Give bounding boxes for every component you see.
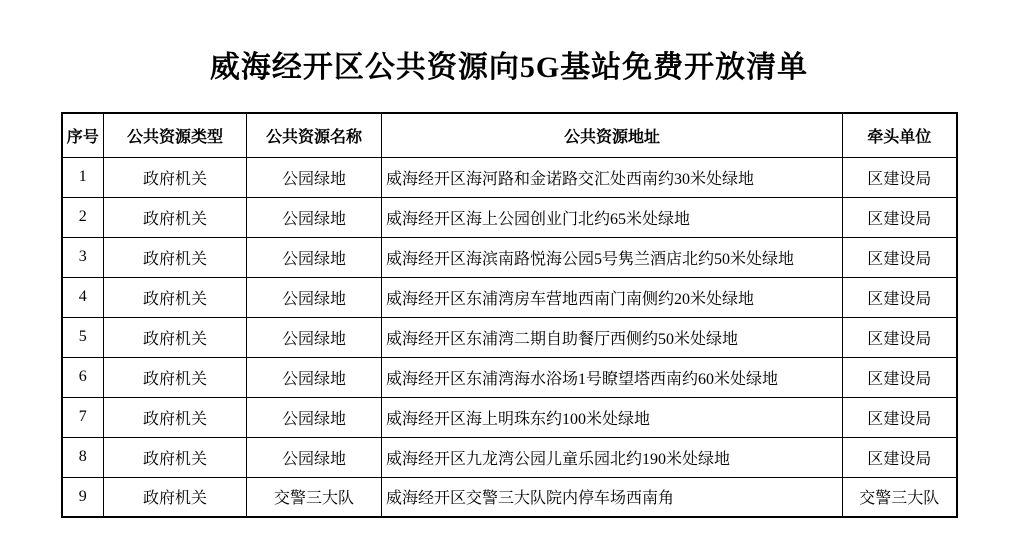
cell-address: 威海经开区东浦湾海水浴场1号瞭望塔西南约60米处绿地	[382, 357, 843, 397]
column-header-address: 公共资源地址	[382, 113, 843, 157]
cell-name: 交警三大队	[247, 477, 382, 517]
table-row	[62, 437, 957, 477]
cell-type: 政府机关	[104, 357, 247, 397]
resource-table	[61, 112, 958, 518]
page-title: 威海经开区公共资源向5G基站免费开放清单	[209, 51, 809, 84]
cell-type: 政府机关	[104, 197, 247, 237]
cell-type: 政府机关	[104, 437, 247, 477]
cell-lead-unit: 区建设局	[843, 357, 957, 397]
cell-type: 政府机关	[104, 317, 247, 357]
cell-index: 1	[62, 157, 104, 197]
cell-index: 9	[62, 477, 104, 517]
cell-index: 7	[62, 397, 104, 437]
table-row	[62, 237, 957, 277]
cell-address: 威海经开区海上公园创业门北约65米处绿地	[382, 197, 843, 237]
table-body	[62, 157, 957, 517]
column-header-type: 公共资源类型	[104, 113, 247, 157]
cell-type: 政府机关	[104, 157, 247, 197]
table-row	[62, 357, 957, 397]
cell-name: 公园绿地	[247, 317, 382, 357]
table-row	[62, 157, 957, 197]
cell-name: 公园绿地	[247, 437, 382, 477]
table-row	[62, 197, 957, 237]
cell-index: 8	[62, 437, 104, 477]
cell-address: 威海经开区海滨南路悦海公园5号隽兰酒店北约50米处绿地	[382, 237, 843, 277]
cell-lead-unit: 区建设局	[843, 237, 957, 277]
cell-index: 2	[62, 197, 104, 237]
cell-address: 威海经开区九龙湾公园儿童乐园北约190米处绿地	[382, 437, 843, 477]
header-row	[62, 113, 957, 157]
cell-index: 5	[62, 317, 104, 357]
cell-address: 威海经开区东浦湾房车营地西南门南侧约20米处绿地	[382, 277, 843, 317]
cell-address: 威海经开区东浦湾二期自助餐厅西侧约50米处绿地	[382, 317, 843, 357]
cell-type: 政府机关	[104, 477, 247, 517]
cell-lead-unit: 区建设局	[843, 397, 957, 437]
table-row	[62, 317, 957, 357]
cell-lead-unit: 区建设局	[843, 277, 957, 317]
cell-lead-unit: 区建设局	[843, 157, 957, 197]
column-header-name: 公共资源名称	[247, 113, 382, 157]
cell-lead-unit: 区建设局	[843, 197, 957, 237]
cell-name: 公园绿地	[247, 197, 382, 237]
cell-type: 政府机关	[104, 277, 247, 317]
cell-name: 公园绿地	[247, 397, 382, 437]
cell-name: 公园绿地	[247, 277, 382, 317]
cell-lead-unit: 交警三大队	[843, 477, 957, 517]
cell-address: 威海经开区海上明珠东约100米处绿地	[382, 397, 843, 437]
cell-lead-unit: 区建设局	[843, 437, 957, 477]
cell-name: 公园绿地	[247, 357, 382, 397]
column-header-lead-unit: 牵头单位	[843, 113, 957, 157]
cell-name: 公园绿地	[247, 157, 382, 197]
table-row	[62, 397, 957, 437]
cell-address: 威海经开区海河路和金诺路交汇处西南约30米处绿地	[382, 157, 843, 197]
cell-address: 威海经开区交警三大队院内停车场西南角	[382, 477, 843, 517]
cell-index: 4	[62, 277, 104, 317]
cell-type: 政府机关	[104, 397, 247, 437]
cell-lead-unit: 区建设局	[843, 317, 957, 357]
cell-type: 政府机关	[104, 237, 247, 277]
cell-index: 3	[62, 237, 104, 277]
cell-name: 公园绿地	[247, 237, 382, 277]
table-row	[62, 277, 957, 317]
cell-index: 6	[62, 357, 104, 397]
column-header-index: 序号	[62, 113, 104, 157]
table-row	[62, 477, 957, 517]
table-header-row	[62, 113, 957, 157]
